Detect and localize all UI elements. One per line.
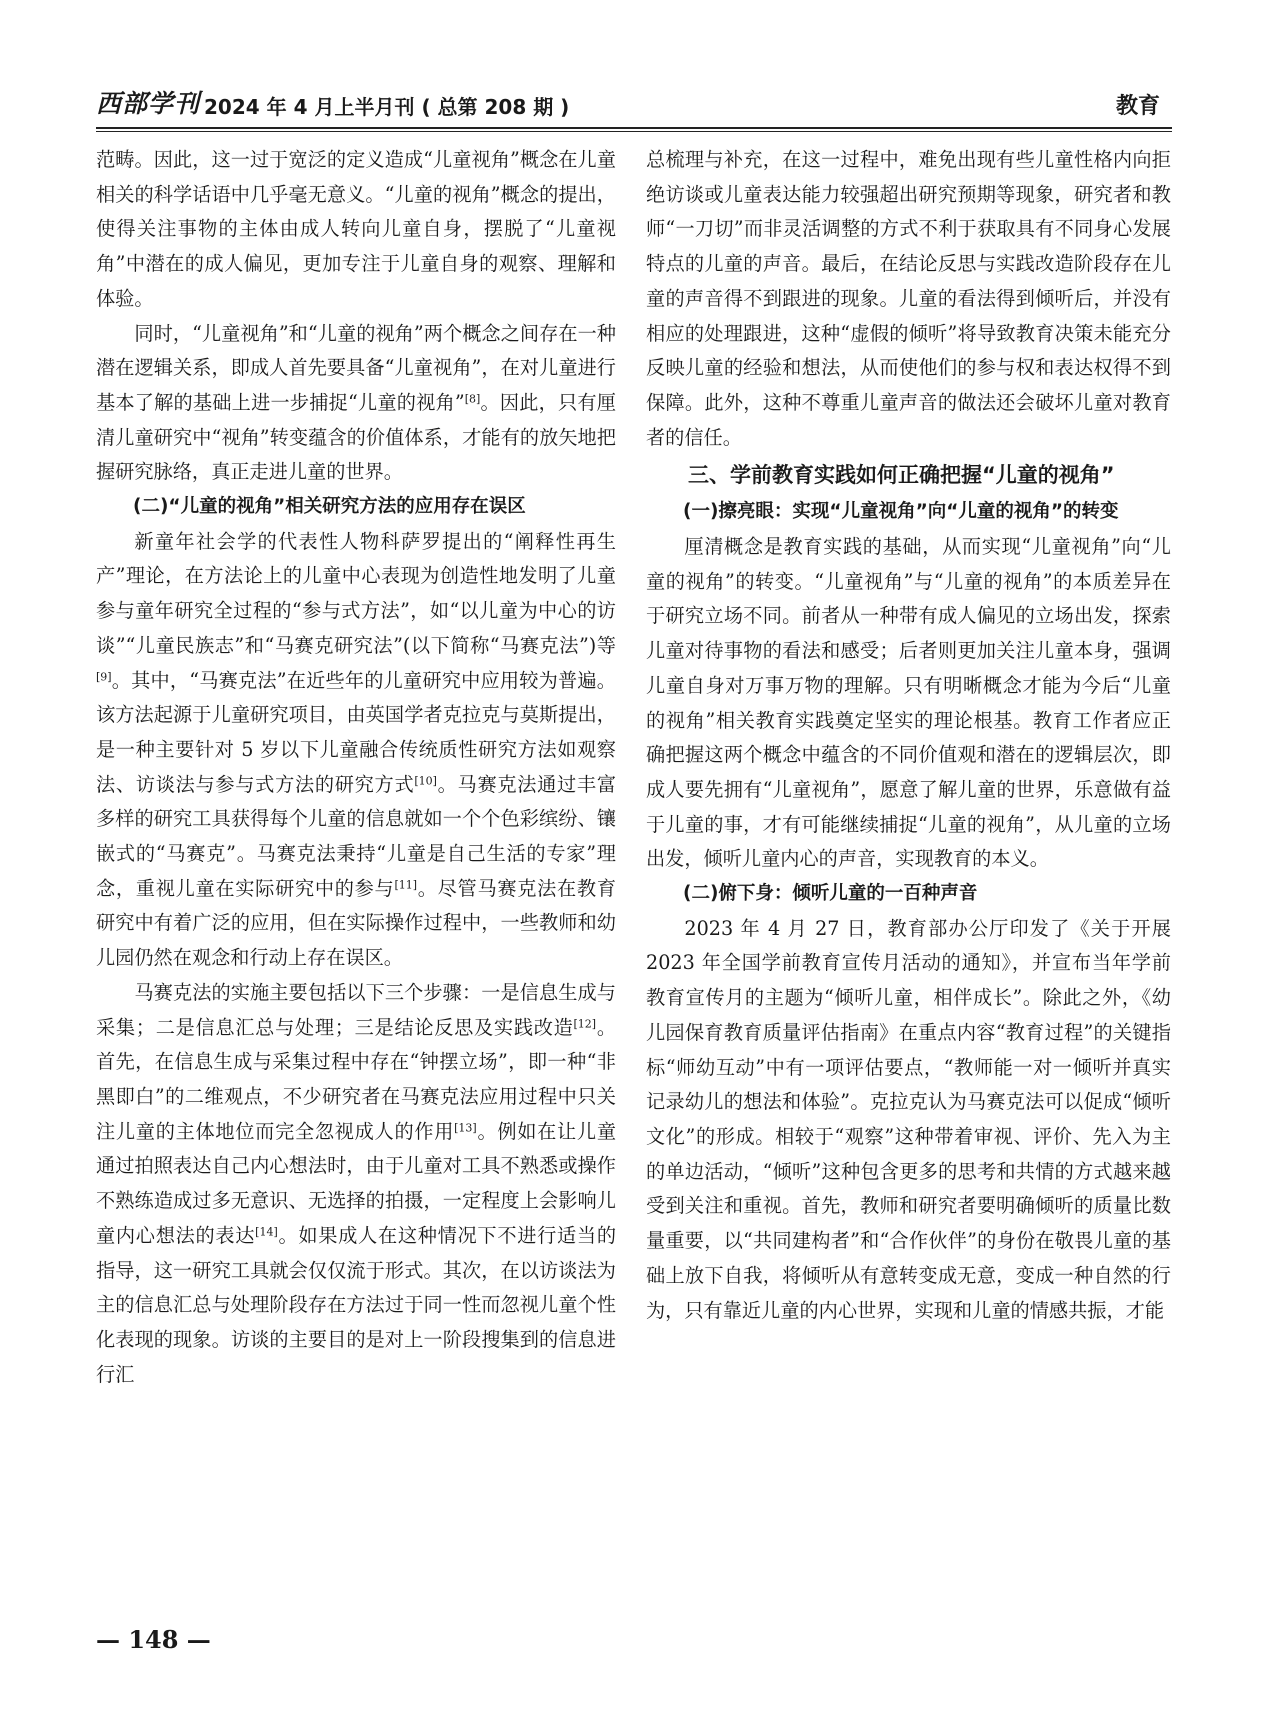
citation-marker: [14] [255,1225,278,1239]
body-paragraph: 总梳理与补充，在这一过程中，难免出现有些儿童性格内向拒绝访谈或儿童表达能力较强超出研究预期等现象，研究者和教师“一刀切”而非灵活调整的方式不利于获取具有不同身心发展特点的儿童的声音。最后，在结论反思与实践改造阶段存在儿童的声音得不到跟进的现象。儿童的看法得到倾听后，并没有相应的处理跟进，这种“虚假的倾听”将导致教育决策未能充分反映儿童的经验和想法，从而使他们的参与权和表达权得不到保障。此外，这种不尊重儿童声音的做法还会破坏儿童对教育者的信任。 [646,148,1171,449]
issue-info: 2024 年 4 月上半月刊 ( 总第 208 期 ) [204,95,570,119]
citation-marker: [9] [96,669,112,683]
body-paragraph: 新童年社会学的代表性人物科萨罗提出的“阐释性再生产”理论，在方法论上的儿童中心表现为创造性地发明了儿童参与童年研究全过程的“参与式方法”，如“以儿童为中心的访谈”“儿童民族志”和“马赛克研究法”(以下简称“马赛克法”)等[9]。其中，“马赛克法”在近些年的儿童研究中应用较为普遍。该方法起源于儿童研究项目，由英国学者克拉克与莫斯提出，是一种主要针对 5 岁以下儿童融合传统质性研究方法如观察法、访谈法与参与式方法的研究方式[10]。马赛克法通过丰富多样的研究工具获得每个儿童的信息就如一个个色彩缤纷、镶嵌式的“马赛克”。马赛克法秉持“儿童是自己生活的专家”理念，重视儿童在实际研究中的参与[11]。尽管马赛克法在教育研究中有着广泛的应用，但在实际操作过程中，一些教师和幼儿园仍然在观念和行动上存在误区。 [96,529,617,970]
citation-marker: [12] [573,1016,597,1030]
page-number: — 148 — [96,1625,211,1654]
journal-logo: 西部学刊 [96,89,201,118]
header-rule-thin [96,131,1172,132]
citation-marker: [11] [394,878,418,892]
citation-marker: [10] [414,774,437,788]
body-paragraph: 厘清概念是教育实践的基础，从而实现“儿童视角”向“儿童的视角”的转变。“儿童视角”与“儿童的视角”的本质差异在于研究立场不同。前者从一种带有成人偏见的立场出发，探索儿童对待事物的看法和感受；后者则更加关注儿童本身，强调儿童自身对万事万物的理解。只有明晰概念才能为今后“儿童的视角”相关教育实践奠定坚实的理论根基。教育工作者应正确把握这两个概念中蕴含的不同价值观和潜在的逻辑层次，即成人要先拥有“儿童视角”，愿意了解儿童的世界，乐意做有益于儿童的事，才有可能继续捕捉“儿童的视角”，从儿童的立场出发，倾听儿童内心的声音，实现教育的本义。 [646,535,1171,871]
header-left [96,84,569,120]
section-subheading: (一)擦亮眼：实现“儿童视角”向“儿童的视角”的转变 [683,501,1119,523]
section-subheading: (二)“儿童的视角”相关研究方法的应用存在误区 [133,496,526,518]
body-paragraph: 同时，“儿童视角”和“儿童的视角”两个概念之间存在一种潜在逻辑关系，即成人首先要具备“儿童视角”，在对儿童进行基本了解的基础上进一步捕捉“儿童的视角”[8]。因此，只有厘清儿童研究中“视角”转变蕴含的价值体系，才能有的放矢地把握研究脉络，真正走进儿童的世界。 [96,321,616,484]
left-column [96,143,616,1392]
running-header [96,86,1160,120]
citation-marker: [13] [454,1121,477,1135]
header-rule [96,127,1172,129]
section-name: 教育 [1115,94,1160,119]
body-paragraph: 2023 年 4 月 27 日，教育部办公厅印发了《关于开展 2023 年全国学前教育宣传月活动的通知》，并宣布当年学前教育宣传月的主题为“倾听儿童，相伴成长”。除此之外，《幼儿园保育教育质量评估指南》在重点内容“教育过程”的关键指标“师幼互动”中有一项评估要点，“教师能一对一倾听并真实记录幼儿的想法和体验”。克拉克认为马赛克法可以促成“倾听文化”的形成。相较于“观察”这种带着审视、评价、先入为主的单边活动，“倾听”这种包含更多的思考和共情的方式越来越受到关注和重视。首先，教师和研究者要明确倾听的质量比数量重要，以“共同建构者”和“合作伙伴”的身份在敬畏儿童的基础上放下自我，将倾听从有意转变成无意，变成一种自然的行为，只有靠近儿童的内心世界，实现和儿童的情感共振，才能 [646,916,1171,1322]
citation-marker: [8] [464,392,481,406]
body-paragraph: 马赛克法的实施主要包括以下三个步骤：一是信息生成与采集；二是信息汇总与处理；三是结论反思及实践改造[12]。首先，在信息生成与采集过程中存在“钟摆立场”，即一种“非黑即白”的二维观点，不少研究者在马赛克法应用过程中只关注儿童的主体地位而完全忽视成人的作用[13]。例如在让儿童通过拍照表达自己内心想法时，由于儿童对工具不熟悉或操作不熟练造成过多无意识、无选择的拍摄，一定程度上会影响儿童内心想法的表达[14]。如果成人在这种情况下不进行适当的指导，这一研究工具就会仅仅流于形式。其次，在以访谈法为主的信息汇总与处理阶段存在方法过于同一性而忽视儿童个性化表现的现象。访谈的主要目的是对上一阶段搜集到的信息进行汇 [96,980,617,1386]
body-paragraph: 范畴。因此，这一过于宽泛的定义造成“儿童视角”概念在儿童相关的科学话语中几乎毫无意义。“儿童的视角”概念的提出，使得关注事物的主体由成人转向儿童自身，摆脱了“儿童视角”中潜在的成人偏见，更加专注于儿童自身的观察、理解和体验。 [96,148,616,310]
section-heading: 三、学前教育实践如何正确把握“儿童的视角” [688,463,1115,488]
section-subheading: (二)俯下身：倾听儿童的一百种声音 [683,883,978,905]
right-column [646,143,1171,1328]
